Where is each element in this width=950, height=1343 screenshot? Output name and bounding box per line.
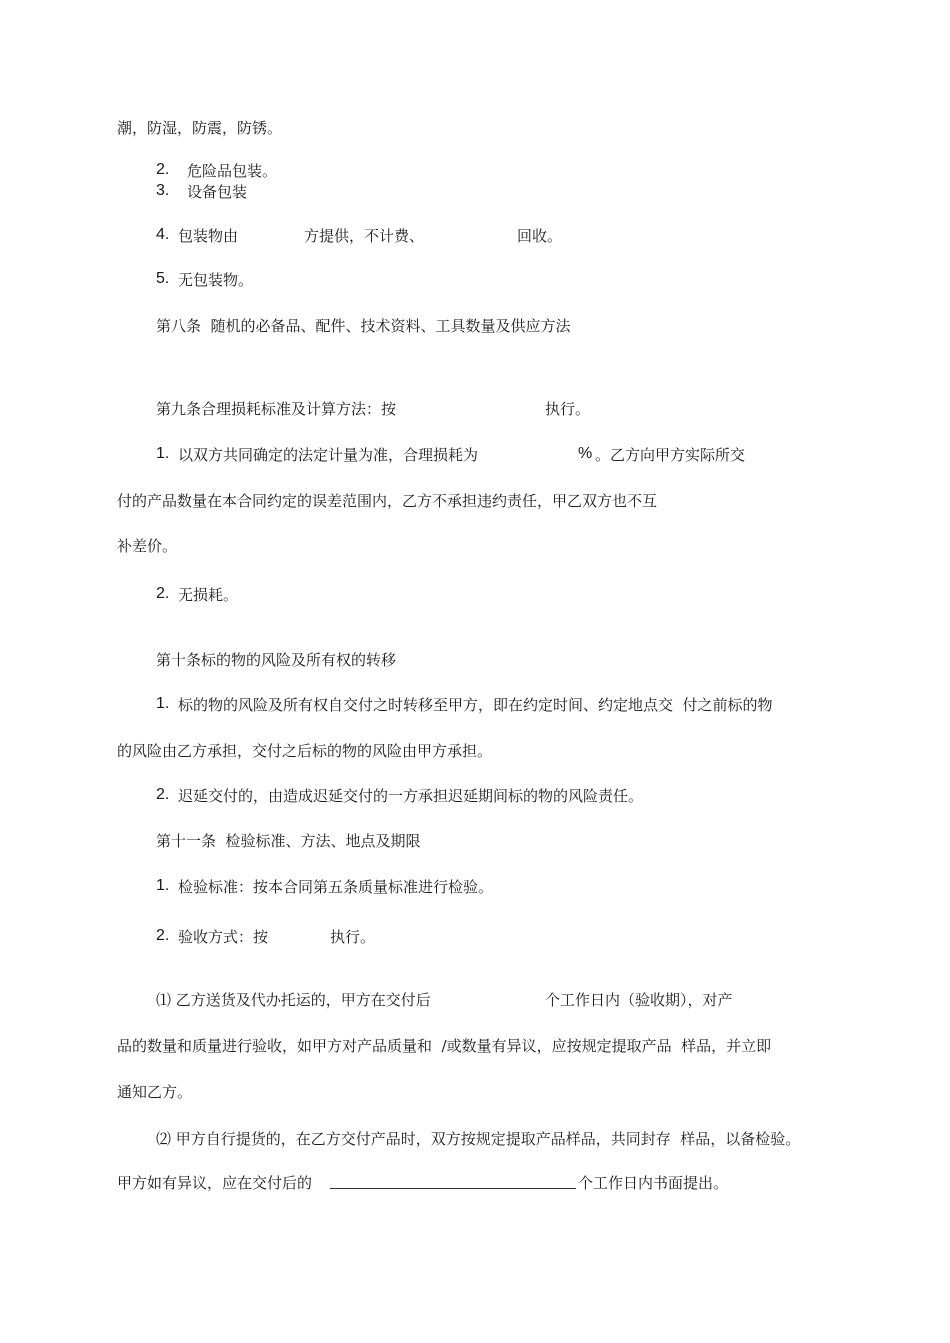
item-number: 1. (156, 445, 170, 462)
objection-deadline-label: 甲方如有异议，应在交付后的 (117, 1174, 313, 1192)
dangerous-goods-packaging-text: 危险品包装。 (187, 162, 278, 180)
article-10-heading: 第十条标的物的风险及所有权的转移 (156, 651, 397, 669)
tolerance-text: 付的产品数量在本合同约定的误差范围内，乙方不承担违约责任，甲乙双方也不互 (117, 492, 658, 510)
acceptance-method-label: 验收方式：按 (178, 928, 269, 946)
item-number: 4. (156, 226, 170, 243)
acceptance-execute-text: 执行。 (330, 928, 376, 946)
article-9-execute-text: 执行。 (545, 400, 591, 418)
item-number: 2. (156, 786, 170, 803)
delivery-inspection-text: ⑴ 乙方送货及代办托运的，甲方在交付后 (156, 991, 431, 1009)
self-pickup-text: ⑵ 甲方自行提货的，在乙方交付产品时，双方按规定提取产品样品，共同封存 样品，以备检验。 (156, 1130, 801, 1148)
no-loss-text: 无损耗。 (178, 586, 239, 604)
packaging-fee-text: 方提供，不计费、 (304, 227, 425, 245)
no-packaging-text: 无包装物。 (178, 271, 254, 289)
item-number: 1. (156, 695, 170, 712)
article-11-heading: 第十一条 检验标准、方法、地点及期限 (156, 832, 421, 850)
article-9-heading: 第九条合理损耗标准及计算方法：按 (156, 400, 397, 418)
article-8-heading: 第八条 随机的必备品、配件、技术资料、工具数量及供应方法 (156, 317, 571, 335)
delay-delivery-text: 迟延交付的，由造成迟延交付的一方承担迟延期间标的物的风险责任。 (178, 787, 644, 805)
percent-sign: % (578, 445, 593, 462)
item-number: 5. (156, 270, 170, 287)
notify-party-b-text: 通知乙方。 (117, 1083, 193, 1101)
item-number: 2. (156, 927, 170, 944)
loss-rate-text: 以双方共同确定的法定计量为准，合理损耗为 (178, 446, 479, 464)
item-number: 2. (156, 585, 170, 602)
price-difference-text: 补差价。 (117, 537, 178, 555)
packaging-requirement-text: 潮，防湿，防震，防锈。 (117, 119, 283, 137)
equipment-packaging-text: 设备包装 (187, 183, 248, 201)
packaging-provider-label: 包装物由 (178, 227, 239, 245)
packaging-recycle-text: 回收。 (517, 227, 563, 245)
item-number: 1. (156, 877, 170, 894)
inspection-period-text: 个工作日内（验收期），对产 (545, 991, 733, 1009)
written-objection-text: 个工作日内书面提出。 (578, 1174, 729, 1192)
delivery-text: 。乙方向甲方实际所交 (595, 446, 746, 464)
blank-days-field[interactable] (330, 1174, 576, 1189)
risk-bearing-text: 的风险由乙方承担，交付之后标的物的风险由甲方承担。 (117, 742, 493, 760)
item-number: 2. (156, 161, 170, 178)
inspection-standard-text: 检验标准：按本合同第五条质量标准进行检验。 (178, 878, 494, 896)
risk-transfer-text: 标的物的风险及所有权自交付之时转移至甲方，即在约定时间、约定地点交 付之前标的物 (178, 696, 773, 714)
item-number: 3. (156, 182, 170, 199)
quality-objection-text: 品的数量和质量进行验收，如甲方对产品质量和 /或数量有异议，应按规定提取产品 样品，并立即 (117, 1037, 772, 1055)
